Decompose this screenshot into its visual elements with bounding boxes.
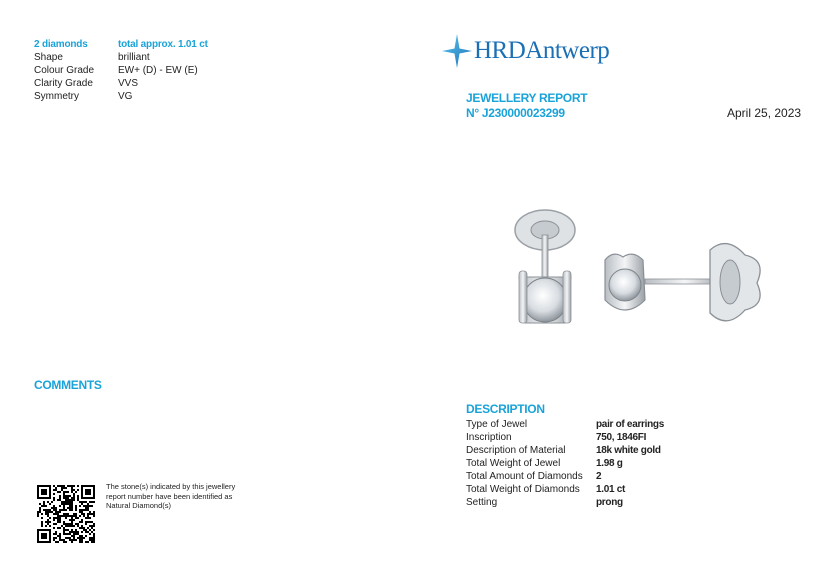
logo-hrd: HRD — [474, 37, 526, 64]
description-value: pair of earrings — [596, 419, 664, 430]
grade-row-symmetry — [34, 90, 208, 103]
grade-value: VVS — [118, 78, 139, 89]
logo-text — [474, 37, 609, 65]
description-row — [466, 457, 664, 470]
description-row — [466, 431, 664, 444]
description-row — [466, 418, 664, 431]
report-title: JEWELLERY REPORT — [466, 91, 588, 105]
description-label: Total Weight of Diamonds — [466, 484, 580, 495]
description-value: 750, 1846FI — [596, 432, 647, 443]
description-value: 2 — [596, 471, 602, 482]
description-label: Type of Jewel — [466, 419, 528, 430]
earrings-photo — [505, 205, 780, 335]
description-title: DESCRIPTION — [466, 402, 545, 416]
diamond-count: 2 diamonds — [34, 39, 88, 50]
description-value: 1.98 g — [596, 458, 623, 469]
comments-title: COMMENTS — [34, 378, 102, 392]
grade-label: Colour Grade — [34, 65, 95, 76]
qr-code-icon[interactable] — [37, 485, 95, 543]
report-number: N° J230000023299 — [466, 106, 565, 120]
grade-value: VG — [118, 91, 133, 102]
description-label: Total Weight of Jewel — [466, 458, 561, 469]
grade-row-shape — [34, 51, 208, 64]
grade-label: Shape — [34, 52, 63, 63]
grading-header — [34, 38, 208, 51]
hrd-logo — [442, 34, 609, 68]
description-label: Total Amount of Diamonds — [466, 471, 583, 482]
description-row — [466, 444, 664, 457]
description-row — [466, 470, 664, 483]
report-heading — [466, 91, 587, 121]
grade-row-clarity — [34, 77, 208, 90]
total-weight: total approx. 1.01 ct — [118, 39, 208, 50]
grade-label: Clarity Grade — [34, 78, 93, 89]
natural-diamond-note: The stone(s) indicated by this jewellery report number have been identified as Natural Diamond(s) — [106, 482, 236, 510]
description-value: 18k white gold — [596, 445, 661, 456]
description-row — [466, 483, 664, 496]
grading-summary — [34, 38, 208, 103]
report-date: April 25, 2023 — [727, 106, 802, 120]
description-label: Setting — [466, 497, 498, 508]
description-label: Inscription — [466, 432, 512, 443]
grade-value: brilliant — [118, 52, 150, 63]
description-table — [466, 418, 664, 509]
star-sparkle-icon — [442, 34, 472, 68]
logo-antwerp: Antwerp — [525, 37, 610, 64]
grade-label: Symmetry — [34, 91, 79, 102]
description-label: Description of Material — [466, 445, 566, 456]
grade-value: EW+ (D) - EW (E) — [118, 65, 198, 76]
description-value: 1.01 ct — [596, 484, 626, 495]
grade-row-colour — [34, 64, 208, 77]
description-row — [466, 496, 664, 509]
description-value: prong — [596, 497, 623, 508]
